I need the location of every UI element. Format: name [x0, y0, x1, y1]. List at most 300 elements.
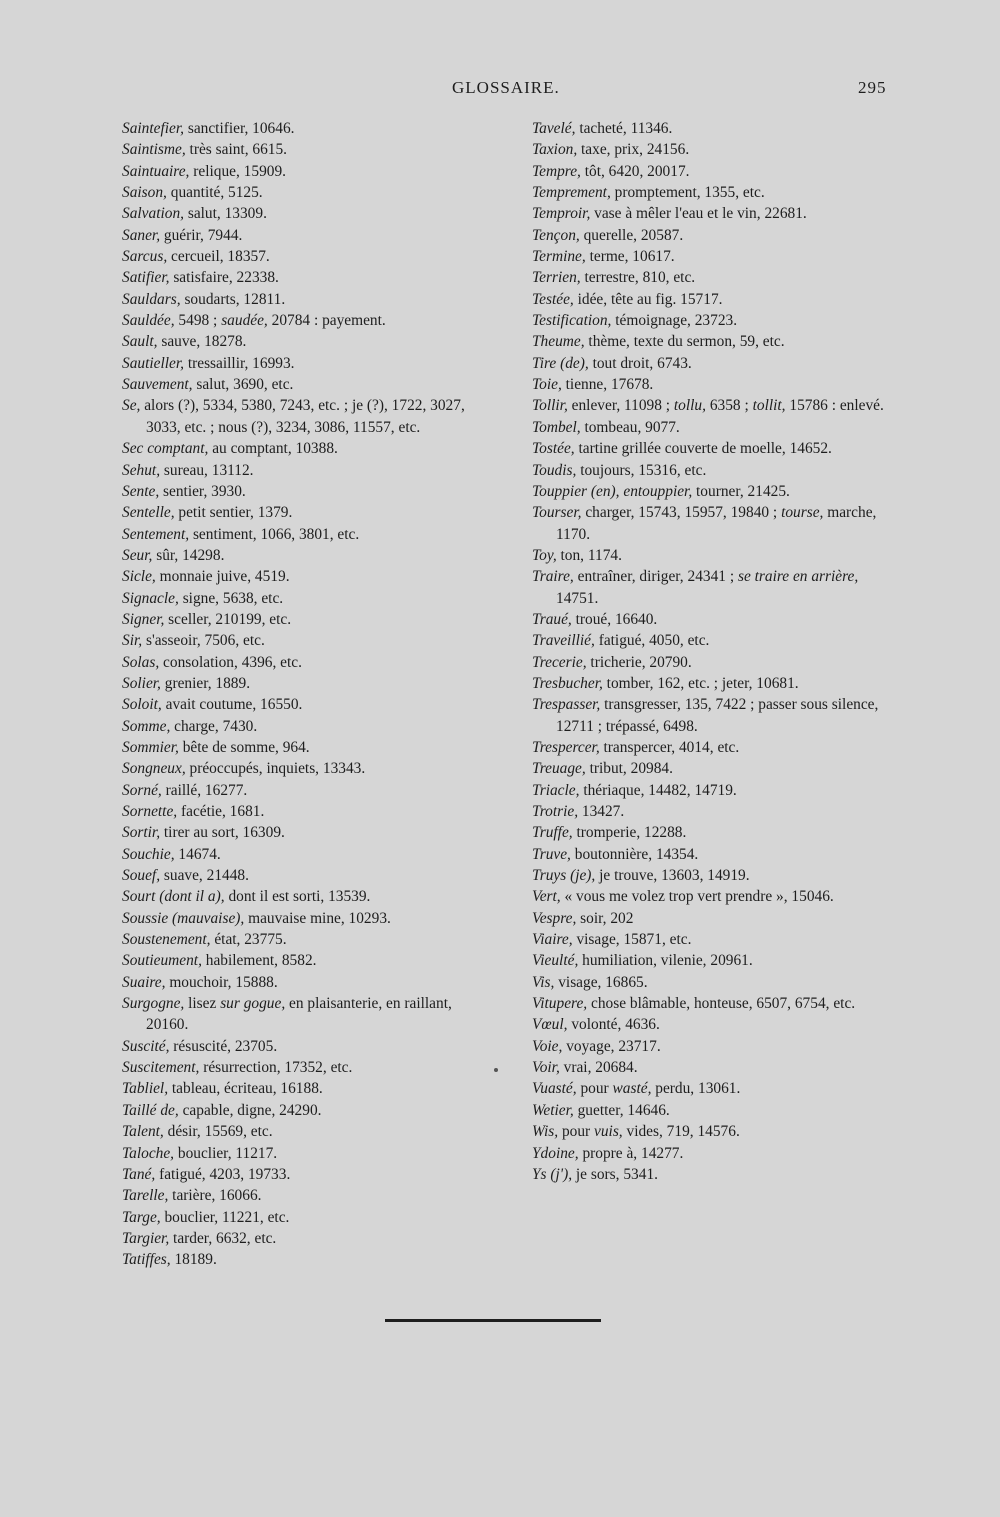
glossary-entry: [532, 502, 898, 545]
definition: au comptant, 10388.: [208, 440, 338, 458]
headword: entouppier,: [623, 482, 693, 500]
definition: 14674.: [174, 845, 221, 863]
glossary-entry: [122, 609, 488, 630]
headword: Solas,: [122, 653, 160, 671]
headword: Songneux,: [122, 760, 186, 778]
definition: thème, texte du sermon, 59, etc.: [584, 333, 785, 351]
glossary-entry: [532, 203, 898, 224]
headword: Sauldars,: [122, 290, 181, 308]
definition: témoignage, 23723.: [611, 312, 738, 330]
definition: humiliation, vilenie, 20961.: [578, 952, 753, 970]
glossary-entry: [532, 289, 898, 310]
definition: cercueil, 18357.: [167, 248, 270, 266]
headword: Vieulté,: [532, 952, 579, 970]
glossary-entry: [122, 993, 488, 1036]
headword: wasté,: [612, 1080, 652, 1098]
headword: saudée,: [221, 312, 268, 330]
headword: Tourser,: [532, 504, 582, 522]
glossary-entry: [122, 1164, 488, 1185]
headword: Ydoine,: [532, 1144, 579, 1162]
definition: préoccupés, inquiets, 13343.: [185, 760, 366, 778]
glossary-entry: [122, 737, 488, 758]
glossary-entry: [532, 929, 898, 950]
headword: Talent,: [122, 1123, 164, 1141]
definition: petit sentier, 1379.: [174, 504, 293, 522]
headword: Souef,: [122, 867, 161, 885]
glossary-entry: [532, 780, 898, 801]
definition: transpercer, 4014, etc.: [599, 738, 740, 756]
glossary-entry: [532, 1121, 898, 1142]
definition: guérir, 7944.: [160, 226, 243, 244]
definition: fatigué, 4203, 19733.: [155, 1165, 291, 1183]
definition: querelle, 20587.: [579, 226, 684, 244]
definition: salut, 3690, etc.: [192, 376, 294, 394]
glossary-entry: [122, 182, 488, 203]
glossary-entry: [532, 950, 898, 971]
glossary-entry: [122, 460, 488, 481]
headword: Sicle,: [122, 568, 156, 586]
glossary-column-right: [532, 118, 898, 1185]
definition: voyage, 23717.: [562, 1037, 661, 1055]
headword: Trotrie,: [532, 803, 579, 820]
headword: Soutieument,: [122, 952, 202, 970]
headword: Taxion,: [532, 141, 578, 159]
definition: alors (?), 5334, 5380, 7243, etc. ; je (?), 1722, 3027, 3033, etc. ; nous (?), 3234, 3086, 11557, etc.: [140, 397, 465, 436]
definition: terme, 10617.: [585, 248, 675, 266]
glossary-entry: [532, 417, 898, 438]
headword: Traué,: [532, 610, 572, 628]
definition: vrai, 20684.: [559, 1059, 638, 1077]
glossary-entry: [122, 161, 488, 182]
headword: Seur,: [122, 546, 153, 564]
glossary-entry: [122, 1249, 488, 1270]
glossary-entry: [122, 566, 488, 587]
headword: Tavelé,: [532, 120, 576, 137]
glossary-entry: [122, 1078, 488, 1099]
definition: tartine grillée couverte de moelle, 14652.: [574, 440, 832, 458]
glossary-entry: [122, 716, 488, 737]
headword: Suscité,: [122, 1037, 170, 1055]
glossary-entry: [532, 993, 898, 1014]
definition: capable, digne, 24290.: [178, 1101, 322, 1119]
page-number: 295: [858, 78, 887, 97]
glossary-entry: [532, 374, 898, 395]
definition: tacheté, 11346.: [575, 120, 673, 137]
definition: 6358 ;: [705, 397, 753, 415]
glossary-entry: [532, 267, 898, 288]
headword: Testification,: [532, 312, 612, 330]
glossary-entry: [122, 225, 488, 246]
glossary-entry: [122, 758, 488, 779]
headword: Trespasser,: [532, 696, 601, 714]
headword: Testée,: [532, 290, 574, 308]
glossary-entry: [532, 395, 898, 416]
headword: Toy,: [532, 546, 557, 564]
headword: Souchie,: [122, 845, 175, 863]
definition: quantité, 5125.: [166, 184, 263, 202]
definition: boutonnière, 14354.: [570, 845, 699, 863]
definition: 14751.: [556, 589, 599, 607]
definition: je sors, 5341.: [572, 1165, 658, 1183]
headword: Traire,: [532, 568, 574, 586]
glossary-entry: [532, 161, 898, 182]
glossary-entry: [532, 652, 898, 673]
definition: toujours, 15316, etc.: [576, 461, 707, 479]
glossary-entry: [532, 844, 898, 865]
definition: en plaisanterie, en raillant, 20160.: [146, 995, 452, 1034]
definition: troué, 16640.: [571, 610, 658, 628]
glossary-entry: [532, 972, 898, 993]
glossary-entry: [532, 139, 898, 160]
headword: Sorné,: [122, 781, 162, 799]
headword: Soloit,: [122, 696, 162, 714]
headword: Suaire,: [122, 973, 166, 991]
definition: 5498 ;: [174, 312, 222, 330]
headword: Tostée,: [532, 440, 575, 458]
headword: Voie,: [532, 1037, 563, 1055]
glossary-entry: [122, 374, 488, 395]
glossary-entry: [122, 780, 488, 801]
glossary-entry: [122, 118, 488, 139]
headword: Targier,: [122, 1229, 170, 1247]
glossary-entry: [122, 694, 488, 715]
glossary-entry: [122, 822, 488, 843]
headword: Suscitement,: [122, 1059, 200, 1077]
glossary-entry: [532, 1143, 898, 1164]
definition: je trouve, 13603, 14919.: [595, 867, 750, 885]
definition: mouchoir, 15888.: [165, 973, 278, 991]
definition: s'asseoir, 7506, etc.: [142, 632, 265, 650]
definition: chose blâmable, honteuse, 6507, 6754, etc.: [587, 995, 856, 1013]
headword: Sentelle,: [122, 504, 175, 522]
definition: perdu, 13061.: [651, 1080, 741, 1098]
glossary-entry: [122, 481, 488, 502]
definition: charger, 15743, 15957, 19840 ;: [581, 504, 782, 522]
glossary-entry: [532, 545, 898, 566]
glossary-entry: [532, 566, 898, 609]
headword: Tabliel,: [122, 1080, 169, 1098]
glossary-entry: [532, 737, 898, 758]
definition: désir, 15569, etc.: [163, 1123, 273, 1141]
headword: Tempre,: [532, 162, 581, 180]
headword: Sentement,: [122, 525, 190, 543]
definition: tienne, 17678.: [561, 376, 654, 394]
headword: Wis,: [532, 1123, 559, 1141]
headword: Sir,: [122, 632, 143, 650]
headword: Salvation,: [122, 205, 184, 223]
definition: entraîner, diriger, 24341 ;: [573, 568, 738, 586]
glossary-entry: [122, 588, 488, 609]
headword: Viaire,: [532, 931, 573, 949]
glossary-column-left: [122, 118, 488, 1271]
glossary-entry: [122, 139, 488, 160]
glossary-entry: [532, 1057, 898, 1078]
glossary-entry: [122, 950, 488, 971]
definition: ton, 1174.: [556, 546, 622, 564]
definition: tromperie, 12288.: [572, 824, 687, 842]
definition: tribut, 20984.: [585, 760, 673, 778]
headword: vuis,: [594, 1123, 623, 1141]
headword: Toudis,: [532, 461, 577, 479]
glossary-entry: [532, 1014, 898, 1035]
glossary-entry: [532, 908, 898, 929]
definition: 15786 : enlevé.: [785, 397, 884, 415]
headword: Vuasté,: [532, 1080, 577, 1098]
headword: Sec comptant,: [122, 440, 209, 458]
definition: tarière, 16066.: [168, 1187, 262, 1205]
definition: raillé, 16277.: [161, 781, 248, 799]
definition: sureau, 13112.: [160, 461, 254, 479]
definition: résurrection, 17352, etc.: [199, 1059, 353, 1077]
headword: Vert,: [532, 888, 561, 906]
headword: Sortir,: [122, 824, 161, 842]
definition: thériaque, 14482, 14719.: [579, 781, 737, 799]
definition: sanctifier, 10646.: [183, 120, 295, 137]
definition: fatigué, 4050, etc.: [594, 632, 710, 650]
definition: avait coutume, 16550.: [161, 696, 303, 714]
definition: visage, 16865.: [554, 973, 648, 991]
definition: sauve, 18278.: [157, 333, 247, 351]
definition: sceller, 210199, etc.: [164, 610, 292, 628]
headword: Solier,: [122, 674, 161, 692]
definition: sentier, 3930.: [159, 482, 246, 500]
glossary-entry: [122, 673, 488, 694]
headword: Taillé de,: [122, 1101, 179, 1119]
glossary-entry: [122, 502, 488, 523]
glossary-entry: [532, 865, 898, 886]
headword: Vœul,: [532, 1016, 568, 1034]
definition: dont il est sorti, 13539.: [224, 888, 371, 906]
glossary-entry: [122, 1143, 488, 1164]
definition: résuscité, 23705.: [169, 1037, 278, 1055]
glossary-entry: [532, 758, 898, 779]
glossary-entry: [532, 609, 898, 630]
glossary-entry: [122, 1121, 488, 1142]
glossary-entry: [532, 694, 898, 737]
definition: tressaillir, 16993.: [183, 354, 295, 372]
headword: se traire en arrière,: [737, 568, 859, 586]
headword: Saintefier,: [122, 120, 184, 137]
glossary-entry: [532, 331, 898, 352]
glossary-entry: [532, 481, 898, 502]
glossary-entry: [122, 630, 488, 651]
definition: idée, tête au fig. 15717.: [573, 290, 723, 308]
headword: Tire (de),: [532, 354, 589, 372]
headword: Signer,: [122, 610, 165, 628]
glossary-entry: [122, 886, 488, 907]
definition: vides, 719, 14576.: [622, 1123, 740, 1141]
headword: Signacle,: [122, 589, 179, 607]
definition: transgresser, 135, 7422 ; passer sous silence, 12711 ; trépassé, 6498.: [556, 696, 879, 735]
headword: Temproir,: [532, 205, 591, 223]
definition: sentiment, 1066, 3801, etc.: [189, 525, 360, 543]
definition: état, 23775.: [210, 931, 287, 949]
definition: satisfaire, 22338.: [169, 269, 279, 287]
definition: sûr, 14298.: [152, 546, 225, 564]
glossary-entry: [122, 267, 488, 288]
headword: Soustenement,: [122, 931, 211, 949]
glossary-entry: [122, 972, 488, 993]
glossary-entry: [122, 1207, 488, 1228]
definition: tout droit, 6743.: [588, 354, 692, 372]
headword: Triacle,: [532, 781, 580, 799]
headword: Saner,: [122, 226, 161, 244]
headword: Sente,: [122, 482, 160, 500]
glossary-entry: [122, 908, 488, 929]
headword: Theume,: [532, 333, 585, 351]
headword: tollit,: [752, 397, 786, 415]
definition: 13427.: [578, 803, 625, 820]
definition: tombeau, 9077.: [580, 418, 680, 436]
glossary-entry: [122, 395, 488, 438]
headword: tourse,: [781, 504, 824, 522]
glossary-entry: [122, 203, 488, 224]
headword: Wetier,: [532, 1101, 574, 1119]
glossary-entry: [122, 289, 488, 310]
headword: Sauvement,: [122, 376, 193, 394]
glossary-entry: [532, 460, 898, 481]
headword: Somme,: [122, 717, 171, 735]
glossary-entry: [122, 1228, 488, 1249]
definition: 18189.: [170, 1251, 217, 1269]
glossary-entry: [532, 310, 898, 331]
definition: tarder, 6632, etc.: [169, 1229, 277, 1247]
headword: Treuage,: [532, 760, 586, 778]
glossary-entry: [532, 225, 898, 246]
headword: Soussie (mauvaise),: [122, 909, 245, 927]
headword: Vis,: [532, 973, 555, 991]
headword: Traveillié,: [532, 632, 595, 650]
definition: terrestre, 810, etc.: [580, 269, 696, 287]
definition: pour: [576, 1080, 613, 1098]
headword: Saintuaire,: [122, 162, 190, 180]
definition: « vous me volez trop vert prendre », 15046.: [560, 888, 834, 906]
glossary-entry: [532, 1036, 898, 1057]
glossary-entry: [532, 182, 898, 203]
definition: bête de somme, 964.: [178, 738, 310, 756]
definition: monnaie juive, 4519.: [155, 568, 290, 586]
glossary-entry: [532, 673, 898, 694]
definition: consolation, 4396, etc.: [159, 653, 302, 671]
headword: Se,: [122, 397, 141, 415]
headword: Sourt (dont il a),: [122, 888, 225, 906]
glossary-entry: [122, 353, 488, 374]
headword: Tané,: [122, 1165, 156, 1183]
glossary-entry: [122, 310, 488, 331]
glossary-entry: [122, 801, 488, 822]
definition: tableau, écriteau, 16188.: [168, 1080, 323, 1098]
definition: tôt, 6420, 20017.: [580, 162, 690, 180]
headword: Sehut,: [122, 461, 161, 479]
headword: Sauldée,: [122, 312, 175, 330]
glossary-entry: [122, 844, 488, 865]
headword: Sornette,: [122, 803, 178, 820]
headword: Truffe,: [532, 824, 573, 842]
definition: signe, 5638, etc.: [178, 589, 284, 607]
definition: facétie, 1681.: [177, 803, 265, 820]
headword: Sarcus,: [122, 248, 168, 266]
headword: Targe,: [122, 1208, 161, 1226]
glossary-entry: [122, 331, 488, 352]
glossary-entry: [532, 886, 898, 907]
glossary-entry: [532, 246, 898, 267]
glossary-entry: [122, 1036, 488, 1057]
definition: guetter, 14646.: [573, 1101, 670, 1119]
definition: promptement, 1355, etc.: [610, 184, 765, 202]
glossary-entry: [122, 652, 488, 673]
headword: Sault,: [122, 333, 158, 351]
glossary-entry: [532, 438, 898, 459]
definition: suave, 21448.: [160, 867, 249, 885]
definition: habilement, 8582.: [201, 952, 317, 970]
definition: marche, 1170.: [556, 504, 877, 543]
glossary-entry: [122, 1100, 488, 1121]
definition: soir, 202: [576, 909, 634, 927]
headword: Trespercer,: [532, 738, 600, 756]
definition: visage, 15871, etc.: [572, 931, 692, 949]
definition: tricherie, 20790.: [586, 653, 692, 671]
glossary-entry: [532, 630, 898, 651]
headword: Tollir,: [532, 397, 568, 415]
definition: salut, 13309.: [183, 205, 267, 223]
headword: Taloche,: [122, 1144, 175, 1162]
headword: Temprement,: [532, 184, 611, 202]
headword: Terrien,: [532, 269, 581, 287]
headword: Vespre,: [532, 909, 577, 927]
definition: bouclier, 11217.: [174, 1144, 278, 1162]
glossary-entry: [122, 1057, 488, 1078]
headword: Tençon,: [532, 226, 580, 244]
glossary-entry: [122, 438, 488, 459]
definition: soudarts, 12811.: [180, 290, 286, 308]
glossary-entry: [122, 524, 488, 545]
definition: lisez: [184, 995, 221, 1013]
definition: tomber, 162, etc. ; jeter, 10681.: [602, 674, 799, 692]
page-title: GLOSSAIRE.: [452, 78, 560, 97]
headword: tollu,: [673, 397, 706, 415]
glossary-entry: [122, 929, 488, 950]
headword: Surgogne,: [122, 995, 185, 1013]
definition: propre à, 14277.: [578, 1144, 684, 1162]
headword: Tombel,: [532, 418, 581, 436]
definition: tirer au sort, 16309.: [160, 824, 285, 842]
glossary-entry: [532, 822, 898, 843]
glossary-entry: [532, 1164, 898, 1185]
headword: sur gogue,: [220, 995, 286, 1013]
headword: Tatiffes,: [122, 1251, 171, 1269]
glossary-entry: [532, 353, 898, 374]
headword: Sommier,: [122, 738, 179, 756]
running-head: [0, 78, 1000, 102]
glossary-entry: [122, 865, 488, 886]
definition: relique, 15909.: [189, 162, 287, 180]
definition: tourner, 21425.: [692, 482, 790, 500]
headword: Termine,: [532, 248, 586, 266]
glossary-entry: [532, 1100, 898, 1121]
headword: Touppier (en),: [532, 482, 620, 500]
headword: Truve,: [532, 845, 571, 863]
glossary-entry: [532, 118, 898, 139]
headword: Ys (j'),: [532, 1165, 573, 1183]
headword: Truys (je),: [532, 867, 596, 885]
headword: Satifier,: [122, 269, 170, 287]
glossary-entry: [532, 1078, 898, 1099]
headword: Saison,: [122, 184, 167, 202]
headword: Vitupere,: [532, 995, 588, 1013]
headword: Tresbucher,: [532, 674, 603, 692]
definition: mauvaise mine, 10293.: [244, 909, 391, 927]
closing-rule: [385, 1319, 601, 1322]
